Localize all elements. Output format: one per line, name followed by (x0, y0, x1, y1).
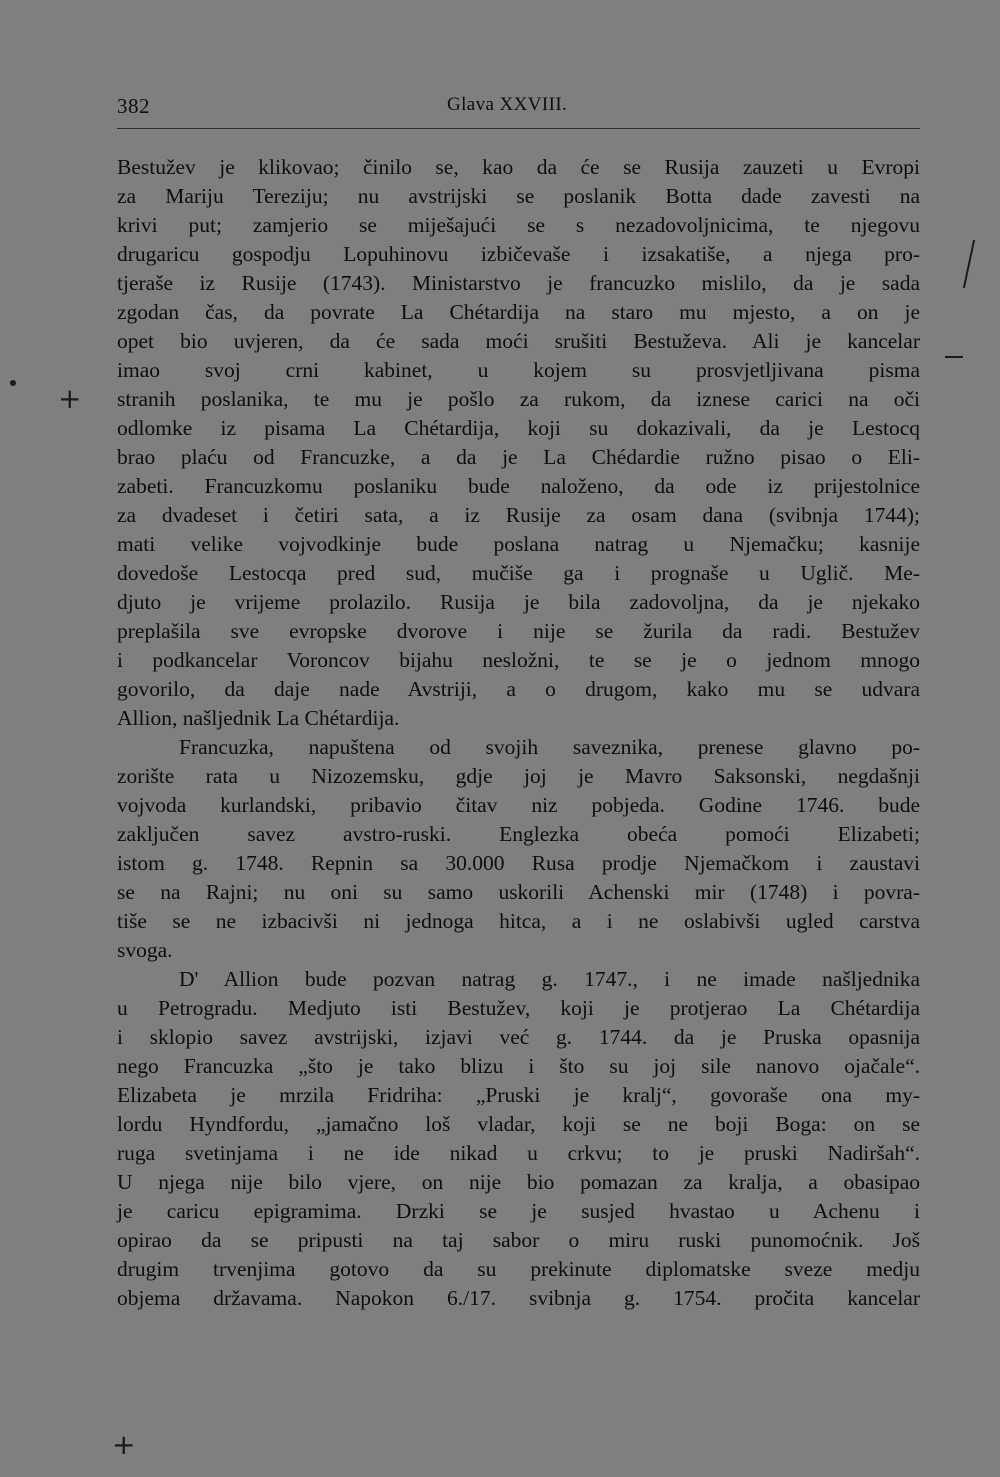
text-line: U njega nije bilo vjere, on nije bio pomazan za kralja, a obasipao (117, 1170, 920, 1194)
text-line: drugim trvenjima gotovo da su prekinute diplomatske sveze medju (117, 1257, 920, 1281)
running-head: Glava XXVIII. (447, 94, 568, 115)
text-line: za Mariju Tereziju; nu avstrijski se poslanik Botta dade zavesti na (117, 184, 920, 208)
text-line: stranih poslanika, te mu je pošlo za rukom, da iznese carici na oči (117, 387, 920, 411)
margin-dot-mark (10, 380, 16, 386)
text-line: za dvadeset i četiri sata, a iz Rusije za osam dana (svibnja 1744); (117, 503, 920, 527)
text-line: je caricu epigramima. Drzki se je susjed hvastao u Achenu i (117, 1199, 920, 1223)
text-line: dovedoše Lestocqa pred sud, mučiše ga i prognaše u Uglič. Me- (117, 561, 920, 585)
page-number: 382 (117, 94, 150, 118)
margin-cross-mark: + (58, 382, 82, 415)
margin-dash-mark (945, 356, 963, 358)
text-line: govorilo, da daje nade Avstriji, a o drugom, kako mu se udvara (117, 677, 920, 701)
text-line: opirao da se pripusti na taj sabor o miru ruski punomoćnik. Još (117, 1228, 920, 1252)
text-line: odlomke iz pisama La Chétardija, koji su dokazivali, da je Lestocq (117, 416, 920, 440)
text-line: Allion, našljednik La Chétardija. (117, 706, 400, 730)
text-line: zgodan čas, da povrate La Chétardija na staro mu mjesto, a on je (117, 300, 920, 324)
text-line: ruga svetinjama i ne ide nikad u crkvu; to je pruski Nadiršah“. (117, 1141, 920, 1165)
page-header (117, 94, 920, 129)
text-line: krivi put; zamjerio se miješajući se s nezadovoljnicima, te njegovu (117, 213, 920, 237)
text-line: objema državama. Napokon 6./17. svibnja g. 1754. pročita kancelar (117, 1286, 920, 1310)
text-line: i sklopio savez avstrijski, izjavi već g. 1744. da je Pruska opasnija (117, 1025, 920, 1049)
text-line: Bestužev je klikovao; činilo se, kao da će se Rusija zauzeti u Evropi (117, 155, 920, 179)
text-line: istom g. 1748. Repnin sa 30.000 Rusa prodje Njemačkom i zaustavi (117, 851, 920, 875)
text-line: Elizabeta je mrzila Fridriha: „Pruski je kralj“, govoraše ona my- (117, 1083, 920, 1107)
text-line: se na Rajni; nu oni su samo uskorili Achenski mir (1748) i povra- (117, 880, 920, 904)
text-line: zorište rata u Nizozemsku, gdje joj je Mavro Saksonski, negdašnji (117, 764, 920, 788)
text-line: lordu Hyndfordu, „jamačno loš vladar, koji se ne boji Boga: on se (117, 1112, 920, 1136)
text-line: brao plaću od Francuzke, a da je La Chédardie ružno pisao o Eli- (117, 445, 920, 469)
body-text (117, 153, 920, 1313)
text-line: tiše se ne izbacivši ni jednoga hitca, a i ne oslabivši ugled carstva (117, 909, 920, 933)
text-line: nego Francuzka „što je tako blizu i što su joj sile nanovo ojačale“. (117, 1054, 920, 1078)
text-line: D' Allion bude pozvan natrag g. 1747., i ne imade našljednika (179, 967, 920, 991)
text-line: imao svoj crni kabinet, u kojem su prosvjetljivana pisma (117, 358, 920, 382)
text-line: i podkancelar Voroncov bijahu nesložni, te se je o jednom mnogo (117, 648, 920, 672)
text-line: vojvoda kurlandski, pribavio čitav niz pobjeda. Godine 1746. bude (117, 793, 920, 817)
text-line: tjeraše iz Rusije (1743). Ministarstvo je francuzko mislilo, da je sada (117, 271, 920, 295)
text-line: Francuzka, napuštena od svojih saveznika, prenese glavno po- (179, 735, 920, 759)
margin-bracket-mark (963, 240, 985, 288)
text-line: preplašila sve evropske dvorove i nije se žurila da radi. Bestužev (117, 619, 920, 643)
text-line: opet bio uvjeren, da će sada moći srušiti Bestuževa. Ali je kancelar (117, 329, 920, 353)
text-line: zabeti. Francuzkomu poslaniku bude naloženo, da ode iz prijestolnice (117, 474, 920, 498)
text-line: mati velike vojvodkinje bude poslana natrag u Njemačku; kasnije (117, 532, 920, 556)
text-line: zaključen savez avstro-ruski. Englezka obeća pomoći Elizabeti; (117, 822, 920, 846)
text-line: drugaricu gospodju Lopuhinovu izbičevaše i izsakatiše, a njega pro- (117, 242, 920, 266)
text-line: svoga. (117, 938, 173, 962)
margin-cross-mark-bottom: + (112, 1428, 136, 1461)
text-line: djuto je vrijeme prolazilo. Rusija je bila zadovoljna, da je njekako (117, 590, 920, 614)
text-line: u Petrogradu. Medjuto isti Bestužev, koji je protjerao La Chétardija (117, 996, 920, 1020)
